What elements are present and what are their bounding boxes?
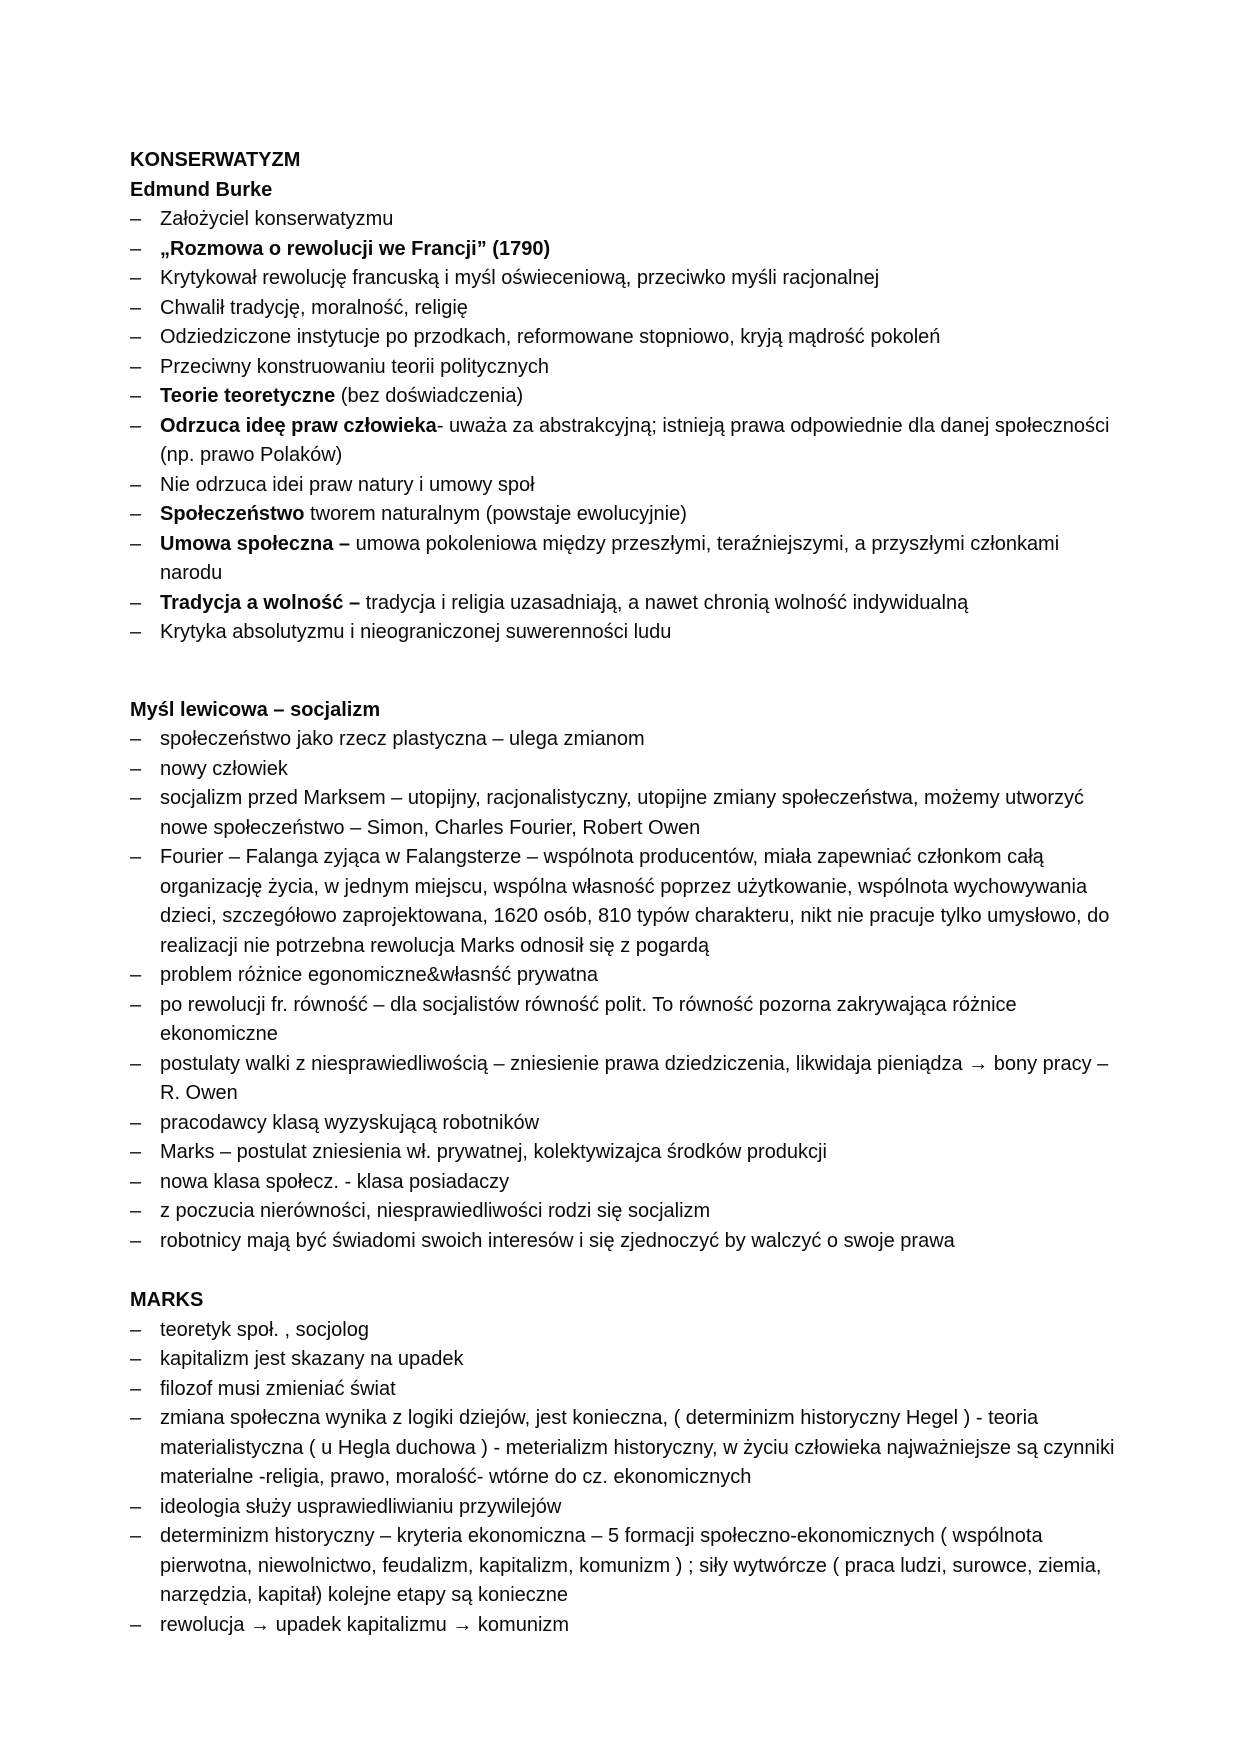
bullet-dash: – xyxy=(130,1200,142,1222)
bullet-dash: – xyxy=(130,964,142,986)
list-item-text: kapitalizm jest skazany na upadek xyxy=(160,1348,464,1370)
list-item xyxy=(130,1493,1118,1523)
list-item xyxy=(130,1227,1118,1257)
list-item-text: „Rozmowa o rewolucji we Francji” (1790) xyxy=(160,237,551,260)
bullet-dash: – xyxy=(130,1229,142,1252)
list-item-text: pracodawcy klasą wyzyskującą robotników xyxy=(160,1111,540,1134)
bullet-dash: – xyxy=(130,1495,142,1518)
list-item xyxy=(130,235,1118,265)
bullet-dash: – xyxy=(130,621,142,643)
bullet-dash: – xyxy=(130,757,142,780)
list-item-text: socjalizm przed Marksem – utopijny, racjonalistyczny, utopijne zmiany społeczeństwa, możemy utworzyć nowe społeczeństwo – Simon, Charles Fourier, Robert Owen xyxy=(160,787,1085,839)
list-item xyxy=(130,618,1118,648)
bullet-dash: – xyxy=(130,237,142,260)
list-item-text: Założyciel konserwatyzmu xyxy=(160,208,394,230)
bullet-dash: – xyxy=(130,473,142,496)
list-item-text: Tradycja a wolność – tradycja i religia uzasadniają, a nawet chronią wolność indywidualną xyxy=(160,591,969,614)
list-item-text: Społeczeństwo tworem naturalnym (powstaje ewolucyjnie) xyxy=(160,503,687,525)
list-item xyxy=(130,991,1118,1050)
list-item xyxy=(130,500,1118,530)
list-item-text: Teorie teoretyczne (bez doświadczenia) xyxy=(160,385,524,407)
bullet-dash: – xyxy=(130,267,142,289)
list-item-text: Chwalił tradycję, moralność, religię xyxy=(160,296,468,319)
bullet-dash: – xyxy=(130,1170,142,1193)
bullet-dash: – xyxy=(130,503,142,525)
bullet-dash: – xyxy=(130,1407,142,1429)
list-item-text: ideologia służy usprawiedliwianiu przywilejów xyxy=(160,1495,562,1518)
list-item xyxy=(130,471,1118,501)
list-item xyxy=(130,961,1118,991)
list-item xyxy=(130,1522,1118,1611)
list-item xyxy=(130,1375,1118,1405)
bullet-dash: – xyxy=(130,1318,142,1341)
list-item xyxy=(130,205,1118,235)
section-heading: Myśl lewicowa – socjalizm xyxy=(130,698,381,721)
list-item-text: determinizm historyczny – kryteria ekonomiczna – 5 formacji społeczno-ekonomicznych ( wspólnota pierwotna, niewolnictwo, feudalizm, kapitalizm, komunizm ) ; siły wytwórcze ( praca ludzi, surowce, ziemia, narzędzia, kapitał) kolejne etapy są konieczne xyxy=(160,1525,1102,1606)
list-item-text: Przeciwny konstruowaniu teorii politycznych xyxy=(160,355,550,378)
section-marks xyxy=(130,1286,1118,1640)
bullet-dash: – xyxy=(130,787,142,809)
list-item-text: postulaty walki z niesprawiedliwością – zniesienie prawa dziedziczenia, likwidaja pieniądza → bony pracy – R. Owen xyxy=(160,1052,1109,1104)
list-item-text: Odrzuca ideę praw człowieka- uważa za abstrakcyjną; istnieją prawa odpowiednie dla danej społeczności (np. prawo Polaków) xyxy=(160,414,1110,466)
list-item xyxy=(130,323,1118,353)
section-heading: MARKS xyxy=(130,1289,204,1311)
bullet-dash: – xyxy=(130,846,142,868)
list-item xyxy=(130,1316,1118,1346)
bullet-dash: – xyxy=(130,728,142,750)
list-item xyxy=(130,412,1118,471)
section-konserwatyzm xyxy=(130,146,1118,648)
list-item xyxy=(130,589,1118,619)
list-item xyxy=(130,530,1118,589)
list-item xyxy=(130,1138,1118,1168)
list-item-text: rewolucja → upadek kapitalizmu → komunizm xyxy=(160,1613,570,1636)
list-item-text: robotnicy mają być świadomi swoich interesów i się zjednoczyć by walczyć o swoje prawa xyxy=(160,1229,955,1252)
bullet-dash: – xyxy=(130,296,142,319)
list-item-text: społeczeństwo jako rzecz plastyczna – ulega zmianom xyxy=(160,728,645,750)
bullet-dash: – xyxy=(130,1613,142,1636)
list-item-text: filozof musi zmieniać świat xyxy=(160,1377,396,1400)
bullet-dash: – xyxy=(130,385,142,407)
bullet-dash: – xyxy=(130,532,142,555)
list-item-text: z poczucia nierówności, niesprawiedliwości rodzi się socjalizm xyxy=(160,1200,711,1222)
bullet-dash: – xyxy=(130,326,142,348)
bullet-dash: – xyxy=(130,993,142,1016)
list-item-text: problem różnice egonomiczne&własnść prywatna xyxy=(160,964,598,986)
list-item-text: Krytyka absolutyzmu i nieograniczonej suwerenności ludu xyxy=(160,621,672,643)
list-item-text: teoretyk społ. , socjolog xyxy=(160,1318,369,1341)
list-item-text: Umowa społeczna – umowa pokoleniowa między przeszłymi, teraźniejszymi, a przyszłymi członkami narodu xyxy=(160,532,1060,584)
list-item xyxy=(130,1050,1118,1109)
list-item xyxy=(130,755,1118,785)
list-item-text: Fourier – Falanga zyjąca w Falangsterze – wspólnota producentów, miała zapewniać członkom całą organizację życia, w jednym miejscu, wspólna własność poprzez użytkowanie, wspólnota wychowywania dzieci, szczegółowo zaprojektowana, 1620 osób, 810 typów charakteru, nikt nie pracuje tylko umysłowo, do realizacji nie potrzebna rewolucja Marks odnosił się z pogardą xyxy=(160,846,1110,957)
list-item-text: Marks – postulat zniesienia wł. prywatnej, kolektywizajca środków produkcji xyxy=(160,1141,827,1163)
bullet-dash: – xyxy=(130,355,142,378)
section-mysl-lewicowa xyxy=(130,696,1118,1257)
bullet-dash: – xyxy=(130,1348,142,1370)
list-item xyxy=(130,1345,1118,1375)
section-heading: KONSERWATYZM xyxy=(130,149,301,171)
list-item xyxy=(130,784,1118,843)
list-item-text: Odziedziczone instytucje po przodkach, reformowane stopniowo, kryją mądrość pokoleń xyxy=(160,326,941,348)
bullet-dash: – xyxy=(130,1377,142,1400)
list-item xyxy=(130,382,1118,412)
list-item-text: Krytykował rewolucję francuską i myśl oświeceniową, przeciwko myśli racjonalnej xyxy=(160,267,880,289)
list-item xyxy=(130,294,1118,324)
list-item-text: nowa klasa społecz. - klasa posiadaczy xyxy=(160,1170,510,1193)
bullet-dash: – xyxy=(130,591,142,614)
list-item xyxy=(130,1611,1118,1641)
list-item xyxy=(130,843,1118,961)
list-item xyxy=(130,264,1118,294)
section-subheading: Edmund Burke xyxy=(130,178,273,201)
list-item xyxy=(130,1109,1118,1139)
list-item xyxy=(130,1197,1118,1227)
list-item xyxy=(130,1168,1118,1198)
list-item xyxy=(130,1404,1118,1493)
list-item-text: nowy człowiek xyxy=(160,757,288,780)
list-item xyxy=(130,353,1118,383)
list-item-text: Nie odrzuca idei praw natury i umowy społ xyxy=(160,473,535,496)
list-item xyxy=(130,725,1118,755)
list-item-text: zmiana społeczna wynika z logiki dziejów, jest konieczna, ( determinizm historyczny Hegel ) - teoria materialistyczna ( u Hegla duchowa ) - meterializm historyczny, w życiu człowieka najważniejsze są czynniki materialne -religia, prawo, moralość- wtórne do cz. ekonomicznych xyxy=(160,1407,1115,1488)
list-item-text: po rewolucji fr. równość – dla socjalistów równość polit. To równość pozorna zakrywająca różnice ekonomiczne xyxy=(160,993,1017,1045)
bullet-dash: – xyxy=(130,414,142,437)
bullet-dash: – xyxy=(130,1525,142,1547)
bullet-dash: – xyxy=(130,1111,142,1134)
bullet-dash: – xyxy=(130,1052,142,1075)
bullet-dash: – xyxy=(130,208,142,230)
bullet-dash: – xyxy=(130,1141,142,1163)
